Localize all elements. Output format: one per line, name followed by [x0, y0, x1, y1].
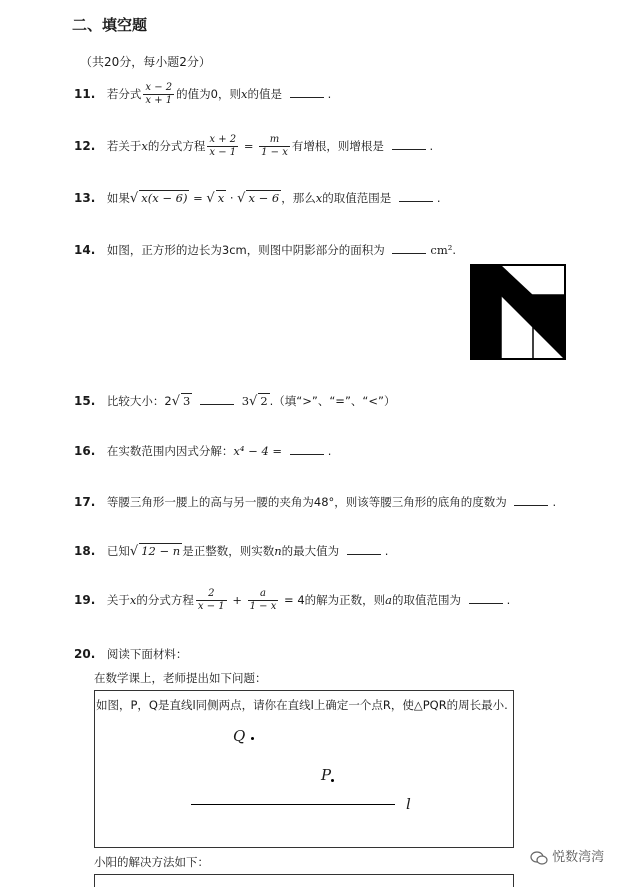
point-p — [331, 779, 334, 782]
problem-box — [94, 690, 514, 848]
question-number: 18. — [74, 544, 96, 558]
question-14: 14. 如图，正方形的边长为3cm，则图中阴影部分的面积为 cm². — [74, 243, 457, 257]
question-number: 17. — [74, 495, 96, 509]
answer-blank — [469, 593, 503, 604]
question-13: 13. 如果√ x(x − 6) = √ x · √ x − 6 ，那么x的取值范围是 . — [74, 191, 441, 206]
section-note: （共20分，每小题2分） — [80, 55, 211, 69]
section-title: 二、填空题 — [72, 16, 148, 34]
question-number: 11. — [74, 87, 96, 101]
question-15: 15. 比较大小：2√ 3 3√ 2 .（填“>”、“=”、“<”） — [74, 394, 396, 409]
answer-blank — [290, 444, 324, 455]
question-19: 19. 关于x的分式方程 $\frac{2}{x - 1}$ + $\frac{a}{1 - x}$ = 4的解为正数，则a的取值范围为 . — [74, 588, 511, 612]
question-number: 13. — [74, 191, 96, 205]
problem-text: 如图，P，Q是直线l同侧两点，请你在直线l上确定一个点R，使△PQR的周长最小. — [96, 698, 508, 712]
watermark: 悦数湾湾 — [530, 846, 604, 865]
question-number: 20. — [74, 647, 96, 661]
line-l-label: l — [406, 795, 411, 813]
square-figure — [470, 264, 566, 360]
question-16: 16. 在实数范围内因式分解：x⁴ − 4 = . — [74, 444, 332, 458]
answer-blank — [392, 139, 426, 150]
question-17: 17. 等腰三角形一腰上的高与另一腰的夹角为48°，则该等腰三角形的底角的度数为 . — [74, 495, 557, 509]
point-q — [251, 737, 254, 740]
answer-blank — [399, 191, 433, 202]
question-number: 12. — [74, 139, 96, 153]
point-q-label: Q — [233, 727, 246, 745]
point-p-label: P — [321, 766, 332, 784]
solution-box — [94, 874, 514, 887]
question-number: 19. — [74, 593, 96, 607]
answer-blank — [514, 495, 548, 506]
question-18: 18. 已知√ 12 − n 是正整数，则实数n的最大值为 . — [74, 544, 389, 559]
question-12: 12. 若关于x的分式方程 $\frac{x + 2}{x - 1}$ = $\frac{m}{1 - x}$ 有增根，则增根是 . — [74, 134, 434, 158]
solution-intro: 小阳的解决方法如下： — [94, 855, 209, 869]
question-11: 11. 若分式 $\frac{x - 2}{x + 1}$ 的值为0，则x的值是 . — [74, 82, 332, 106]
answer-blank — [290, 87, 324, 98]
fraction: $\frac{x - 2}{x + 1}$ — [145, 82, 173, 106]
answer-blank — [200, 394, 234, 405]
line-l — [191, 804, 395, 805]
answer-blank — [347, 544, 381, 555]
question-number: 16. — [74, 444, 96, 458]
question-20-title: 20. 阅读下面材料： — [74, 647, 188, 661]
question-number: 15. — [74, 394, 96, 408]
question-20-intro: 在数学课上，老师提出如下问题： — [94, 671, 267, 685]
wechat-icon — [530, 851, 548, 865]
question-number: 14. — [74, 243, 96, 257]
answer-blank — [392, 243, 426, 254]
